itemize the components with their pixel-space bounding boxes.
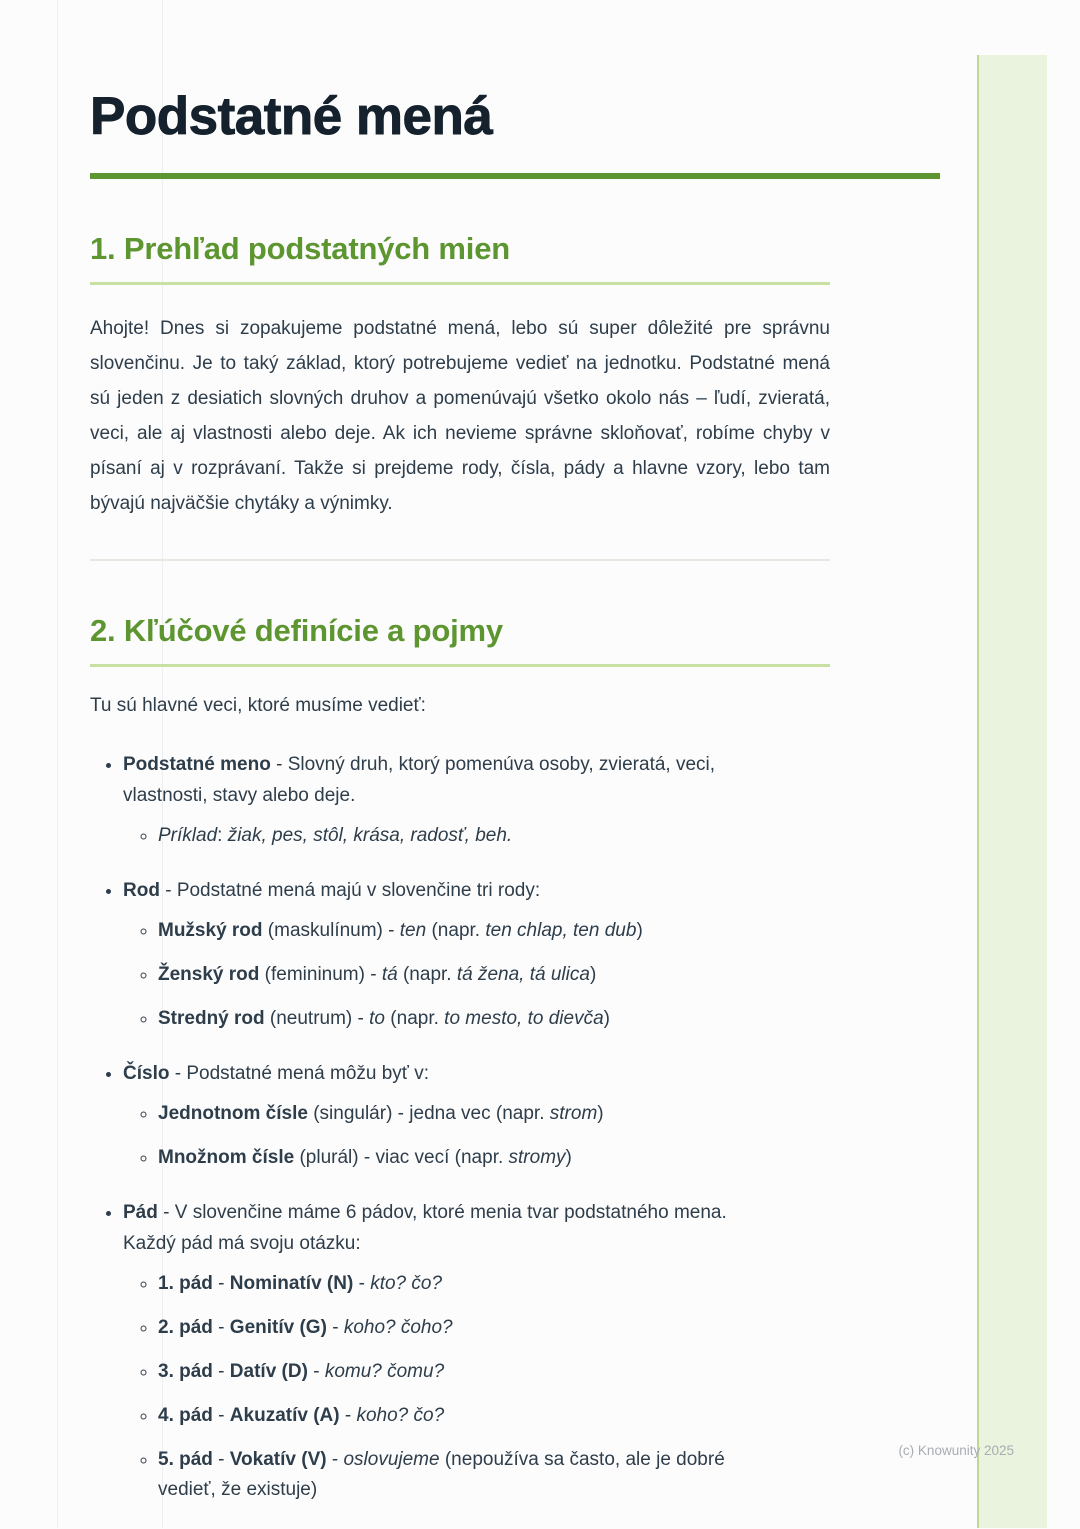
text-segment: to mesto, to dievča — [444, 1008, 604, 1029]
definition-sublist — [123, 1269, 830, 1505]
text-segment: 5. pád — [158, 1449, 213, 1470]
text-segment: tá — [381, 964, 398, 985]
definition-sublist — [123, 1099, 830, 1173]
title-underline — [90, 173, 940, 179]
section2-underline — [90, 664, 830, 667]
text-segment: Jednotnom čísle — [158, 1103, 308, 1124]
text-segment: (napr. — [397, 964, 457, 985]
document-content — [90, 0, 830, 1529]
definition-subitem — [158, 960, 830, 990]
text-segment: - — [212, 1317, 230, 1338]
section1-heading: 1. Prehľad podstatných mien — [90, 231, 510, 266]
text-segment: ) — [636, 920, 643, 941]
page-edge-stripe — [977, 55, 1047, 1528]
text-segment: ) — [565, 1147, 572, 1168]
text-segment: - — [212, 1449, 230, 1470]
text-segment: kto? čo? — [370, 1273, 443, 1294]
definition-item — [123, 875, 830, 1034]
definition-sublist — [123, 821, 830, 851]
text-segment: ) — [603, 1008, 610, 1029]
text-segment: Podstatné meno — [123, 754, 271, 775]
text-segment: - — [212, 1273, 230, 1294]
text-segment: Akuzatív (A) — [229, 1405, 340, 1426]
section2-heading: 2. Kľúčové definície a pojmy — [90, 613, 503, 648]
definition-subitem — [158, 821, 830, 851]
text-segment: to — [369, 1008, 386, 1029]
definitions-list — [90, 749, 830, 1505]
text-segment: - Podstatné mená môžu byť v: — [169, 1063, 429, 1084]
text-segment: - Slovný druh, ktorý pomenúva osoby, zvieratá, veci, — [270, 754, 716, 775]
text-segment: Vokatív (V) — [229, 1449, 327, 1470]
text-segment: Genitív (G) — [229, 1317, 327, 1338]
text-segment: 3. pád — [158, 1361, 213, 1382]
text-segment: - — [326, 1317, 344, 1338]
text-segment: (nepoužíva sa často, ale je dobré — [439, 1449, 725, 1470]
text-segment: ten chlap, ten dub — [485, 920, 637, 941]
text-segment: (singulár) - jedna vec (napr. — [307, 1103, 550, 1124]
text-segment: Nominatív (N) — [229, 1273, 354, 1294]
text-segment: komu? čomu? — [324, 1361, 445, 1382]
section1-underline — [90, 282, 830, 285]
section2-intro: Tu sú hlavné veci, ktoré musíme vedieť: — [90, 695, 426, 716]
text-segment: ) — [597, 1103, 604, 1124]
text-segment: žiak, pes, stôl, krása, radosť, beh. — [227, 825, 513, 846]
definition-sublist — [123, 916, 830, 1034]
definition-item — [123, 749, 830, 851]
text-segment: 1. pád — [158, 1273, 213, 1294]
text-segment: vlastnosti, stavy alebo deje. — [123, 785, 356, 806]
text-segment: Rod — [123, 880, 160, 901]
text-segment: koho? čoho? — [343, 1317, 453, 1338]
definition-subitem — [158, 1445, 830, 1505]
text-segment: - — [212, 1361, 230, 1382]
text-segment: ten — [399, 920, 427, 941]
text-segment: tá žena, tá ulica — [456, 964, 590, 985]
section1-paragraph: Ahojte! Dnes si zopakujeme podstatné mená, lebo sú super dôležité pre správnu slovenčinu. Je to taký základ, ktorý potrebujeme vedieť na jednotku. Podstatné mená sú jeden z desiatich slovných druhov a pomenúvajú všetko okolo nás – ľudí, zvieratá, veci, ale aj vlastnosti alebo deje. Ak ich nevieme správne skloňovať, robíme chyby v písaní aj v rozprávaní. Takže si prejdeme rody, čísla, pády a hlavne vzory, lebo tam bývajú najväčšie chytáky a výnimky. — [90, 318, 830, 514]
text-segment: - — [339, 1405, 357, 1426]
text-segment: Stredný rod — [158, 1008, 265, 1029]
copyright-footer: (c) Knowunity 2025 — [898, 1443, 1014, 1458]
text-segment: stromy — [508, 1147, 566, 1168]
text-segment: 2. pád — [158, 1317, 213, 1338]
text-segment: Množnom čísle — [158, 1147, 295, 1168]
text-segment: Datív (D) — [229, 1361, 308, 1382]
text-segment: (plurál) - viac vecí (napr. — [294, 1147, 509, 1168]
notebook-margin-line — [57, 0, 58, 1528]
definition-subitem — [158, 1401, 830, 1431]
definition-subitem — [158, 1357, 830, 1387]
text-segment: 4. pád — [158, 1405, 213, 1426]
text-segment: strom — [549, 1103, 598, 1124]
text-segment: Každý pád má svoju otázku: — [123, 1233, 361, 1254]
definition-subitem — [158, 1269, 830, 1299]
definition-subitem — [158, 916, 830, 946]
text-segment: - V slovenčine máme 6 pádov, ktoré menia tvar podstatného mena. — [157, 1202, 727, 1223]
section-divider — [90, 559, 830, 561]
text-segment: vedieť, že existuje) — [158, 1479, 318, 1500]
definition-subitem — [158, 1143, 830, 1173]
text-segment: - — [326, 1449, 344, 1470]
text-segment: - — [212, 1405, 230, 1426]
definition-item — [123, 1197, 830, 1505]
text-segment: Príklad — [158, 825, 218, 846]
text-segment: - — [307, 1361, 325, 1382]
definition-subitem — [158, 1313, 830, 1343]
text-segment: (napr. — [385, 1008, 445, 1029]
text-segment: (neutrum) - — [264, 1008, 370, 1029]
text-segment: : — [217, 825, 228, 846]
text-segment: (maskulínum) - — [262, 920, 400, 941]
definition-subitem — [158, 1004, 830, 1034]
page-title: Podstatné mená — [90, 87, 493, 146]
definition-item — [123, 1058, 830, 1173]
text-segment: Číslo — [123, 1063, 170, 1084]
text-segment: Ženský rod — [158, 964, 260, 985]
text-segment: - Podstatné mená majú v slovenčine tri rody: — [159, 880, 541, 901]
text-segment: koho? čo? — [356, 1405, 445, 1426]
text-segment: Pád — [123, 1202, 158, 1223]
text-segment: - — [353, 1273, 371, 1294]
text-segment: ) — [589, 964, 597, 985]
definition-subitem — [158, 1099, 830, 1129]
text-segment: (femininum) - — [259, 964, 382, 985]
text-segment: oslovujeme — [343, 1449, 440, 1470]
text-segment: (napr. — [426, 920, 486, 941]
text-segment: Mužský rod — [158, 920, 263, 941]
